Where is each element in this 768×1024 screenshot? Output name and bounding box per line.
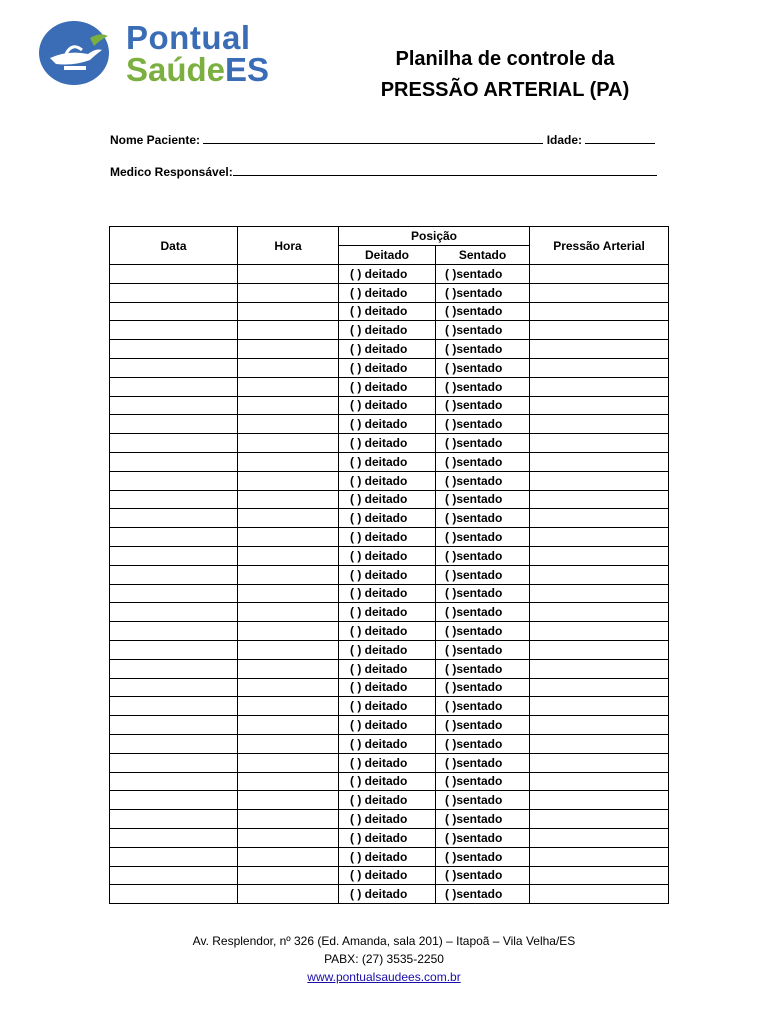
table-row xyxy=(110,772,669,791)
pressure-cell[interactable] xyxy=(530,659,669,678)
table-row xyxy=(110,584,669,603)
date-cell[interactable] xyxy=(110,565,238,584)
time-cell[interactable] xyxy=(238,377,339,396)
deitado-cell[interactable]: ( ) deitado xyxy=(339,415,436,434)
pressure-cell[interactable] xyxy=(530,265,669,284)
deitado-cell[interactable]: ( ) deitado xyxy=(339,772,436,791)
sentado-cell[interactable]: ( )sentado xyxy=(436,603,530,622)
sentado-cell[interactable]: ( )sentado xyxy=(436,377,530,396)
sentado-cell[interactable]: ( )sentado xyxy=(436,697,530,716)
pressure-cell[interactable] xyxy=(530,753,669,772)
table-row xyxy=(110,697,669,716)
time-cell[interactable] xyxy=(238,584,339,603)
footer-phone: PABX: (27) 3535-2250 xyxy=(324,952,444,966)
date-cell[interactable] xyxy=(110,640,238,659)
deitado-cell[interactable]: ( ) deitado xyxy=(339,283,436,302)
date-cell[interactable] xyxy=(110,866,238,885)
deitado-cell[interactable]: ( ) deitado xyxy=(339,866,436,885)
time-cell[interactable] xyxy=(238,753,339,772)
date-cell[interactable] xyxy=(110,622,238,641)
header-hora: Hora xyxy=(238,227,339,265)
sentado-cell[interactable]: ( )sentado xyxy=(436,753,530,772)
age-line[interactable] xyxy=(585,133,655,144)
pressure-cell[interactable] xyxy=(530,791,669,810)
date-cell[interactable] xyxy=(110,471,238,490)
table-row xyxy=(110,509,669,528)
deitado-cell[interactable]: ( ) deitado xyxy=(339,546,436,565)
date-cell[interactable] xyxy=(110,603,238,622)
pressure-cell[interactable] xyxy=(530,734,669,753)
time-cell[interactable] xyxy=(238,358,339,377)
time-cell[interactable] xyxy=(238,791,339,810)
pressure-cell[interactable] xyxy=(530,697,669,716)
sentado-cell[interactable]: ( )sentado xyxy=(436,565,530,584)
sentado-cell[interactable]: ( )sentado xyxy=(436,584,530,603)
date-cell[interactable] xyxy=(110,321,238,340)
pressure-cell[interactable] xyxy=(530,434,669,453)
sentado-cell[interactable]: ( )sentado xyxy=(436,283,530,302)
table-row xyxy=(110,340,669,359)
deitado-cell[interactable]: ( ) deitado xyxy=(339,584,436,603)
pressure-cell[interactable] xyxy=(530,678,669,697)
table-row xyxy=(110,622,669,641)
date-cell[interactable] xyxy=(110,340,238,359)
deitado-cell[interactable]: ( ) deitado xyxy=(339,810,436,829)
deitado-cell[interactable]: ( ) deitado xyxy=(339,471,436,490)
patient-name-line[interactable] xyxy=(203,133,543,144)
sentado-cell[interactable]: ( )sentado xyxy=(436,866,530,885)
pressure-cell[interactable] xyxy=(530,772,669,791)
header-pressao: Pressão Arterial xyxy=(530,227,669,265)
deitado-cell[interactable]: ( ) deitado xyxy=(339,734,436,753)
sentado-cell[interactable]: ( )sentado xyxy=(436,490,530,509)
time-cell[interactable] xyxy=(238,866,339,885)
deitado-cell[interactable]: ( ) deitado xyxy=(339,622,436,641)
sentado-cell[interactable]: ( )sentado xyxy=(436,828,530,847)
sentado-cell[interactable]: ( )sentado xyxy=(436,321,530,340)
deitado-cell[interactable]: ( ) deitado xyxy=(339,640,436,659)
date-cell[interactable] xyxy=(110,396,238,415)
pressure-cell[interactable] xyxy=(530,471,669,490)
time-cell[interactable] xyxy=(238,415,339,434)
date-cell[interactable] xyxy=(110,265,238,284)
deitado-cell[interactable]: ( ) deitado xyxy=(339,358,436,377)
pressure-cell[interactable] xyxy=(530,565,669,584)
date-cell[interactable] xyxy=(110,358,238,377)
time-cell[interactable] xyxy=(238,509,339,528)
footer xyxy=(0,932,768,986)
date-cell[interactable] xyxy=(110,659,238,678)
pressure-cell[interactable] xyxy=(530,546,669,565)
time-cell[interactable] xyxy=(238,452,339,471)
patient-label: Nome Paciente: xyxy=(110,133,201,147)
time-cell[interactable] xyxy=(238,772,339,791)
pressure-cell[interactable] xyxy=(530,377,669,396)
table-row xyxy=(110,490,669,509)
table-row xyxy=(110,678,669,697)
sentado-cell[interactable]: ( )sentado xyxy=(436,716,530,735)
time-cell[interactable] xyxy=(238,810,339,829)
date-cell[interactable] xyxy=(110,828,238,847)
date-cell[interactable] xyxy=(110,584,238,603)
doctor-label: Medico Responsável: xyxy=(110,165,233,179)
deitado-cell[interactable]: ( ) deitado xyxy=(339,659,436,678)
sentado-cell[interactable]: ( )sentado xyxy=(436,546,530,565)
pressure-cell[interactable] xyxy=(530,396,669,415)
table-row xyxy=(110,640,669,659)
pressure-cell[interactable] xyxy=(530,810,669,829)
sentado-cell[interactable]: ( )sentado xyxy=(436,791,530,810)
table-row xyxy=(110,810,669,829)
pressure-cell[interactable] xyxy=(530,584,669,603)
time-cell[interactable] xyxy=(238,265,339,284)
doctor-field-row xyxy=(110,165,657,179)
deitado-cell[interactable]: ( ) deitado xyxy=(339,509,436,528)
deitado-cell[interactable]: ( ) deitado xyxy=(339,678,436,697)
sentado-cell[interactable]: ( )sentado xyxy=(436,452,530,471)
pressure-cell[interactable] xyxy=(530,528,669,547)
deitado-cell[interactable]: ( ) deitado xyxy=(339,434,436,453)
deitado-cell[interactable]: ( ) deitado xyxy=(339,791,436,810)
age-label: Idade: xyxy=(546,133,583,147)
deitado-cell[interactable]: ( ) deitado xyxy=(339,490,436,509)
date-cell[interactable] xyxy=(110,810,238,829)
time-cell[interactable] xyxy=(238,302,339,321)
deitado-cell[interactable]: ( ) deitado xyxy=(339,528,436,547)
table-row xyxy=(110,321,669,340)
table-row xyxy=(110,734,669,753)
deitado-cell[interactable]: ( ) deitado xyxy=(339,603,436,622)
time-cell[interactable] xyxy=(238,434,339,453)
header-sentado: Sentado xyxy=(436,246,530,265)
pressure-table xyxy=(109,226,669,904)
time-cell[interactable] xyxy=(238,828,339,847)
header-data: Data xyxy=(110,227,238,265)
time-cell[interactable] xyxy=(238,716,339,735)
deitado-cell[interactable]: ( ) deitado xyxy=(339,340,436,359)
sentado-cell[interactable]: ( )sentado xyxy=(436,434,530,453)
header-posicao: Posição xyxy=(339,227,530,246)
sentado-cell[interactable]: ( )sentado xyxy=(436,734,530,753)
time-cell[interactable] xyxy=(238,283,339,302)
sentado-cell[interactable]: ( )sentado xyxy=(436,302,530,321)
time-cell[interactable] xyxy=(238,396,339,415)
table-row xyxy=(110,659,669,678)
sentado-cell[interactable]: ( )sentado xyxy=(436,415,530,434)
pressure-cell[interactable] xyxy=(530,622,669,641)
sentado-cell[interactable]: ( )sentado xyxy=(436,509,530,528)
pressure-cell[interactable] xyxy=(530,828,669,847)
table-row xyxy=(110,265,669,284)
date-cell[interactable] xyxy=(110,546,238,565)
time-cell[interactable] xyxy=(238,659,339,678)
time-cell[interactable] xyxy=(238,734,339,753)
pressure-cell[interactable] xyxy=(530,716,669,735)
time-cell[interactable] xyxy=(238,546,339,565)
logo-text-pontual: Pontual xyxy=(126,19,251,56)
pressure-cell[interactable] xyxy=(530,603,669,622)
date-cell[interactable] xyxy=(110,434,238,453)
date-cell[interactable] xyxy=(110,415,238,434)
pressure-cell[interactable] xyxy=(530,509,669,528)
table-row xyxy=(110,396,669,415)
title-line-1: Planilha de controle da xyxy=(395,48,615,70)
sentado-cell[interactable]: ( )sentado xyxy=(436,358,530,377)
deitado-cell[interactable]: ( ) deitado xyxy=(339,452,436,471)
deitado-cell[interactable]: ( ) deitado xyxy=(339,565,436,584)
time-cell[interactable] xyxy=(238,490,339,509)
time-cell[interactable] xyxy=(238,847,339,866)
time-cell[interactable] xyxy=(238,622,339,641)
deitado-cell[interactable]: ( ) deitado xyxy=(339,377,436,396)
time-cell[interactable] xyxy=(238,340,339,359)
sentado-cell[interactable]: ( )sentado xyxy=(436,659,530,678)
table-row xyxy=(110,603,669,622)
time-cell[interactable] xyxy=(238,697,339,716)
table-row xyxy=(110,528,669,547)
footer-address: Av. Resplendor, nº 326 (Ed. Amanda, sala 201) – Itapoã – Vila Velha/ES xyxy=(192,934,576,948)
deitado-cell[interactable]: ( ) deitado xyxy=(339,265,436,284)
patient-field-row xyxy=(110,133,655,147)
table-row xyxy=(110,885,669,904)
deitado-cell[interactable]: ( ) deitado xyxy=(339,396,436,415)
date-cell[interactable] xyxy=(110,377,238,396)
pressure-cell[interactable] xyxy=(530,885,669,904)
pressure-cell[interactable] xyxy=(530,358,669,377)
pressure-cell[interactable] xyxy=(530,415,669,434)
table-row xyxy=(110,434,669,453)
table-row xyxy=(110,847,669,866)
date-cell[interactable] xyxy=(110,528,238,547)
date-cell[interactable] xyxy=(110,791,238,810)
time-cell[interactable] xyxy=(238,678,339,697)
table-row xyxy=(110,452,669,471)
date-cell[interactable] xyxy=(110,716,238,735)
doctor-line[interactable] xyxy=(233,165,657,176)
title-line-2: PRESSÃO ARTERIAL (PA) xyxy=(380,79,630,101)
deitado-cell[interactable]: ( ) deitado xyxy=(339,885,436,904)
header-deitado: Deitado xyxy=(339,246,436,265)
sentado-cell[interactable]: ( )sentado xyxy=(436,772,530,791)
table-row xyxy=(110,565,669,584)
sentado-cell[interactable]: ( )sentado xyxy=(436,640,530,659)
footer-website-link[interactable]: www.pontualsaudees.com.br xyxy=(307,970,461,984)
sentado-cell[interactable]: ( )sentado xyxy=(436,265,530,284)
brand-logo xyxy=(38,20,298,90)
logo-text-saude: Saúde xyxy=(126,51,226,88)
date-cell[interactable] xyxy=(110,509,238,528)
date-cell[interactable] xyxy=(110,734,238,753)
time-cell[interactable] xyxy=(238,603,339,622)
pressure-cell[interactable] xyxy=(530,452,669,471)
deitado-cell[interactable]: ( ) deitado xyxy=(339,847,436,866)
document-title xyxy=(340,44,670,106)
date-cell[interactable] xyxy=(110,302,238,321)
time-cell[interactable] xyxy=(238,640,339,659)
logo-text-saude-es xyxy=(126,50,269,90)
pressure-cell[interactable] xyxy=(530,866,669,885)
pressure-cell[interactable] xyxy=(530,340,669,359)
date-cell[interactable] xyxy=(110,452,238,471)
time-cell[interactable] xyxy=(238,565,339,584)
time-cell[interactable] xyxy=(238,885,339,904)
lamp-logo-icon xyxy=(38,20,114,86)
table-row xyxy=(110,828,669,847)
pressure-cell[interactable] xyxy=(530,283,669,302)
deitado-cell[interactable]: ( ) deitado xyxy=(339,828,436,847)
pressure-cell[interactable] xyxy=(530,847,669,866)
date-cell[interactable] xyxy=(110,885,238,904)
sentado-cell[interactable]: ( )sentado xyxy=(436,678,530,697)
table-row xyxy=(110,283,669,302)
logo-text-es: ES xyxy=(225,51,270,88)
date-cell[interactable] xyxy=(110,283,238,302)
time-cell[interactable] xyxy=(238,321,339,340)
date-cell[interactable] xyxy=(110,697,238,716)
deitado-cell[interactable]: ( ) deitado xyxy=(339,321,436,340)
table-row xyxy=(110,791,669,810)
sentado-cell[interactable]: ( )sentado xyxy=(436,528,530,547)
sentado-cell[interactable]: ( )sentado xyxy=(436,340,530,359)
deitado-cell[interactable]: ( ) deitado xyxy=(339,716,436,735)
deitado-cell[interactable]: ( ) deitado xyxy=(339,753,436,772)
sentado-cell[interactable]: ( )sentado xyxy=(436,396,530,415)
sentado-cell[interactable]: ( )sentado xyxy=(436,847,530,866)
date-cell[interactable] xyxy=(110,490,238,509)
date-cell[interactable] xyxy=(110,772,238,791)
date-cell[interactable] xyxy=(110,847,238,866)
table-row xyxy=(110,546,669,565)
table-row xyxy=(110,358,669,377)
time-cell[interactable] xyxy=(238,528,339,547)
deitado-cell[interactable]: ( ) deitado xyxy=(339,302,436,321)
table-row xyxy=(110,753,669,772)
date-cell[interactable] xyxy=(110,678,238,697)
pressure-cell[interactable] xyxy=(530,302,669,321)
table-row xyxy=(110,377,669,396)
table-row xyxy=(110,415,669,434)
pressure-cell[interactable] xyxy=(530,640,669,659)
sentado-cell[interactable]: ( )sentado xyxy=(436,885,530,904)
sentado-cell[interactable]: ( )sentado xyxy=(436,810,530,829)
table-body xyxy=(110,265,669,904)
time-cell[interactable] xyxy=(238,471,339,490)
deitado-cell[interactable]: ( ) deitado xyxy=(339,697,436,716)
sentado-cell[interactable]: ( )sentado xyxy=(436,471,530,490)
table-row xyxy=(110,302,669,321)
pressure-cell[interactable] xyxy=(530,490,669,509)
sentado-cell[interactable]: ( )sentado xyxy=(436,622,530,641)
table-row xyxy=(110,866,669,885)
date-cell[interactable] xyxy=(110,753,238,772)
table-row xyxy=(110,471,669,490)
pressure-cell[interactable] xyxy=(530,321,669,340)
table-row xyxy=(110,716,669,735)
